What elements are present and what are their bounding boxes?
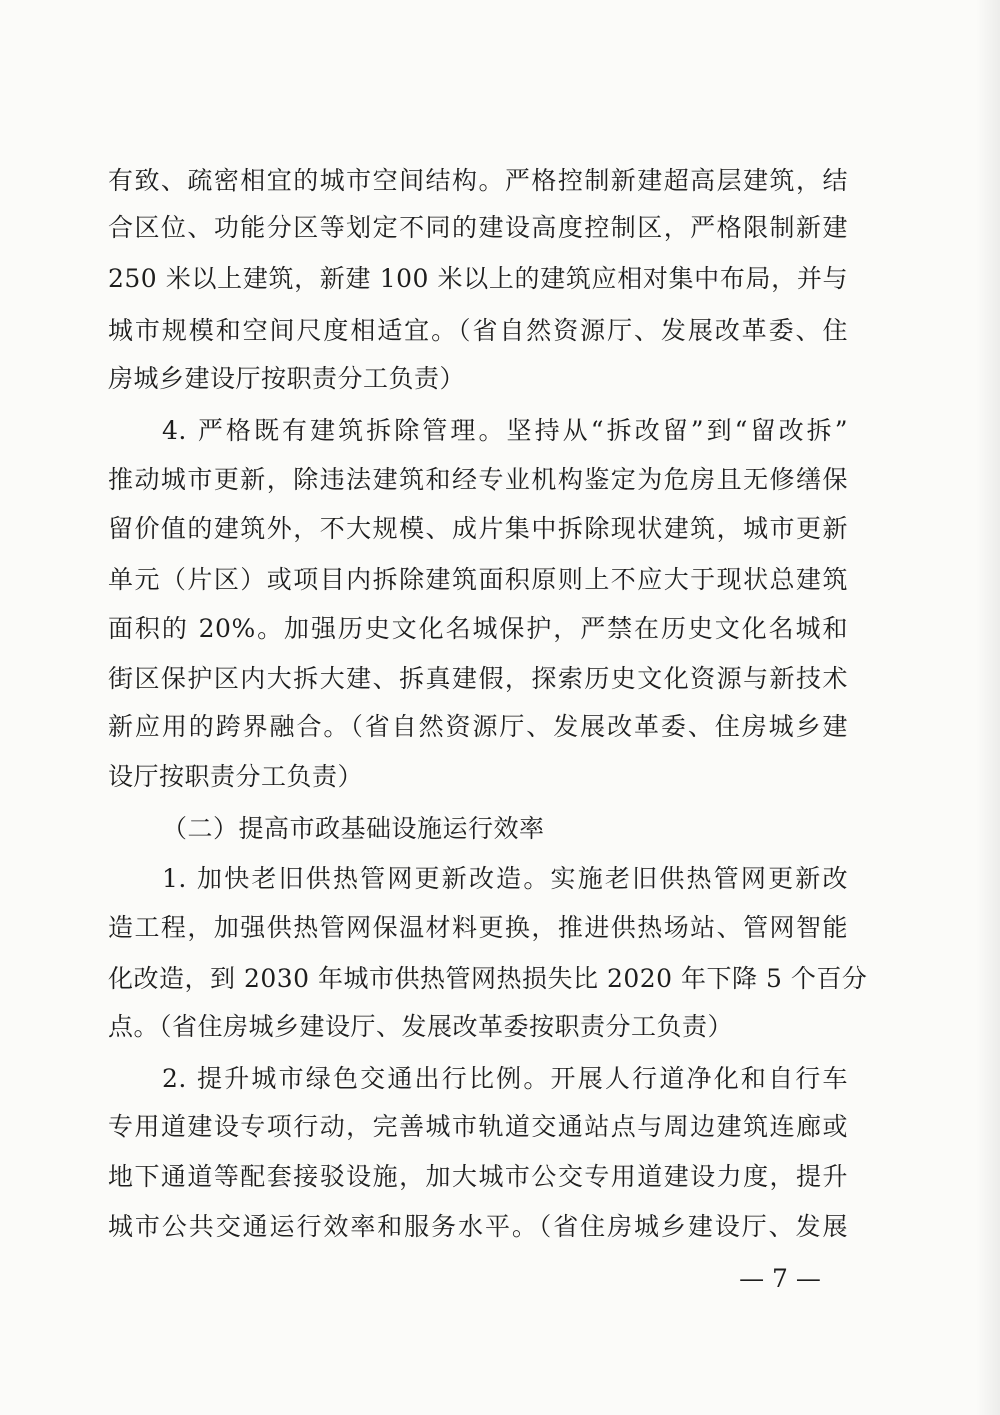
- body-line: 留价值的建筑外，不大规模、成片集中拆除现状建筑，城市更新: [108, 514, 848, 543]
- body-line: 造工程，加强供热管网保温材料更换，推进供热场站、管网智能: [108, 913, 848, 942]
- body-line: 城市规模和空间尺度相适宜。（省自然资源厅、发展改革委、住: [108, 316, 848, 345]
- body-line: 地下通道等配套接驳设施，加大城市公交专用道建设力度，提升: [108, 1162, 848, 1191]
- body-line: 房城乡建设厅按职责分工负责）: [108, 364, 466, 393]
- body-line: 单元（片区）或项目内拆除建筑面积原则上不应大于现状总建筑: [108, 565, 848, 594]
- body-line: 设厅按职责分工负责）: [108, 762, 364, 791]
- body-line: 化改造，到 2030 年城市供热管网热损失比 2020 年下降 5 个百分: [108, 964, 868, 993]
- section-heading: （二）提高市政基础设施运行效率: [162, 814, 545, 843]
- page-edge-shadow: [976, 0, 1000, 1415]
- item-heading-4: 4. 严格既有建筑拆除管理。坚持从“拆改留”到“留改拆”: [162, 416, 848, 445]
- body-line: 街区保护区内大拆大建、拆真建假，探索历史文化资源与新技术: [108, 664, 848, 693]
- item-heading-2: 2. 提升城市绿色交通出行比例。开展人行道净化和自行车: [162, 1064, 848, 1093]
- body-line: 推动城市更新，除违法建筑和经专业机构鉴定为危房且无修缮保: [108, 465, 848, 494]
- body-line: 点。（省住房城乡建设厅、发展改革委按职责分工负责）: [108, 1012, 734, 1041]
- body-line: 有致、疏密相宜的城市空间结构。严格控制新建超高层建筑，结: [108, 166, 848, 195]
- page-number: — 7 —: [739, 1264, 821, 1293]
- body-line: 城市公共交通运行效率和服务水平。（省住房城乡建设厅、发展: [108, 1212, 848, 1241]
- body-line: 新应用的跨界融合。（省自然资源厅、发展改革委、住房城乡建: [108, 712, 848, 741]
- body-line: 面积的 20%。加强历史文化名城保护，严禁在历史文化名城和: [108, 614, 848, 643]
- item-heading-1: 1. 加快老旧供热管网更新改造。实施老旧供热管网更新改: [162, 864, 848, 893]
- body-line: 专用道建设专项行动，完善城市轨道交通站点与周边建筑连廊或: [108, 1112, 848, 1141]
- body-line: 250 米以上建筑，新建 100 米以上的建筑应相对集中布局，并与: [108, 264, 848, 293]
- body-line: 合区位、功能分区等划定不同的建设高度控制区，严格限制新建: [108, 213, 848, 242]
